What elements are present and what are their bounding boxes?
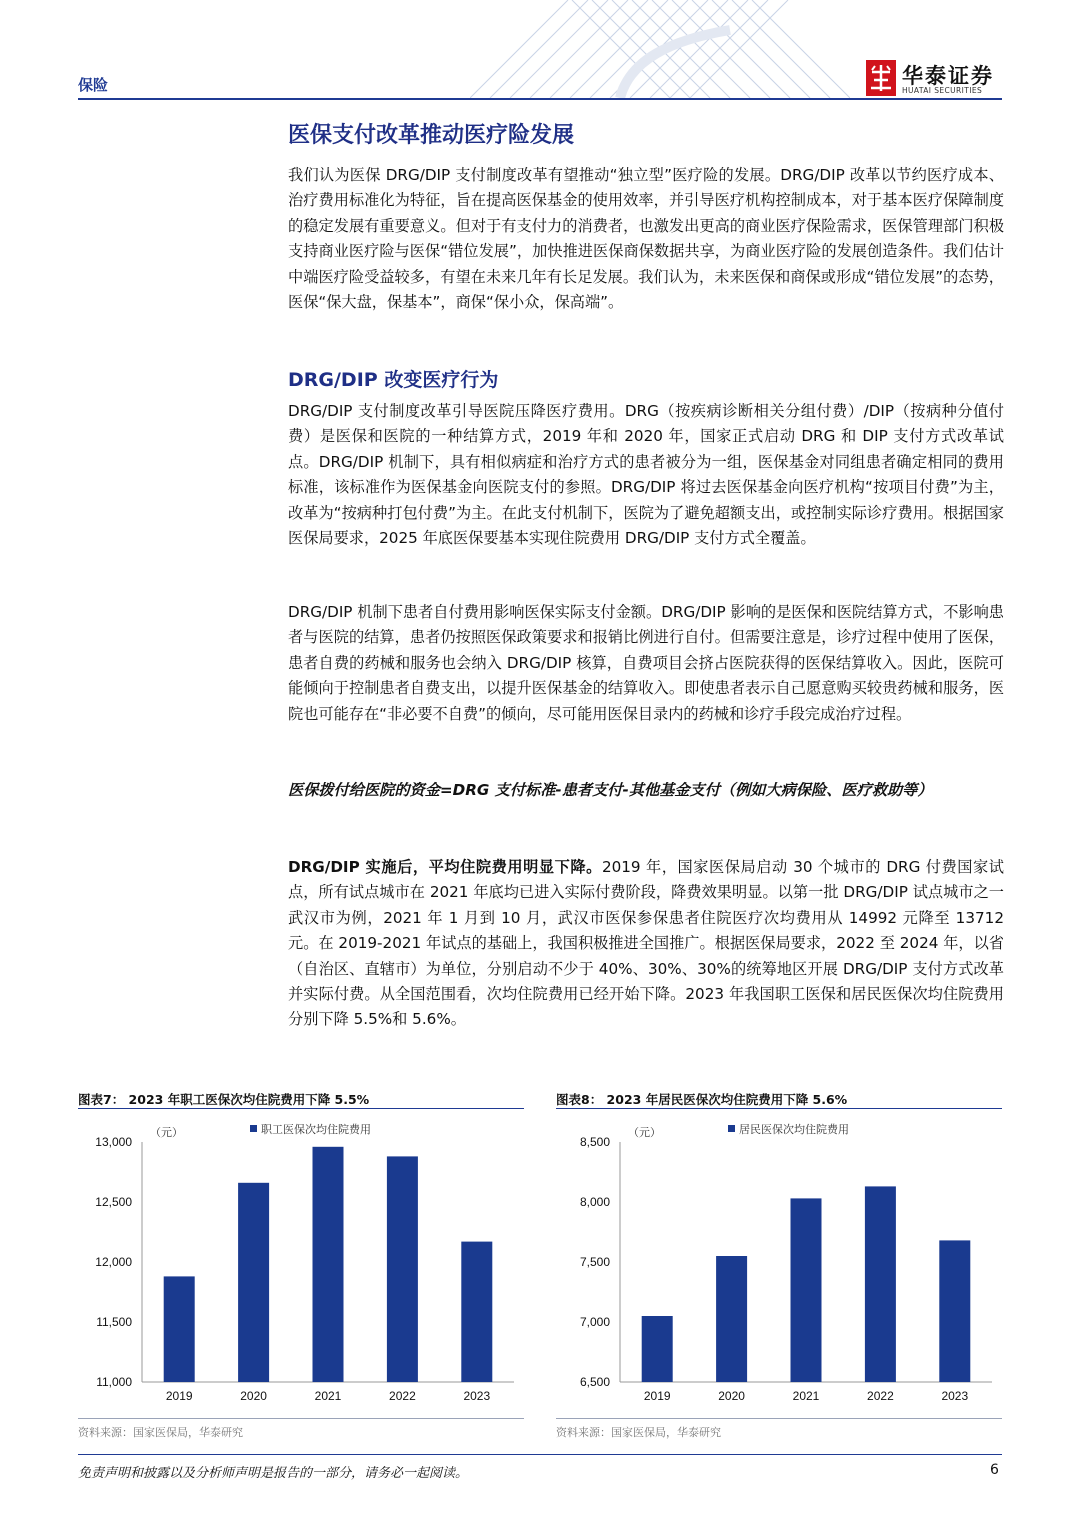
chart2-xtick-label: 2021 (792, 1389, 820, 1403)
chart2-legend-label: 居民医保次均住院费用 (739, 1123, 849, 1136)
paragraph-lead: DRG/DIP 实施后，平均住院费用明显下降。 (288, 858, 602, 876)
brand-logo (866, 60, 1006, 100)
chart1-bar (238, 1183, 269, 1382)
chart1-bar (164, 1276, 195, 1382)
chart2-ytick-label: 7,500 (579, 1255, 610, 1269)
chart2-title: 图表8： 2023 年居民医保次均住院费用下降 5.6% (556, 1092, 848, 1107)
paragraph-self-pay: DRG/DIP 机制下患者自付费用影响医保实际支付金额。DRG/DIP 影响的是医保和医院结算方式，不影响患者与医院的结算，患者仍按照医保政策要求和报销比例进行自付。但需要注意是，诊疗过程中使用了医保，患者自费的药械和服务也会纳入 DRG/DIP 核算，自费项目会挤占医院获得的医保结算收入。因此，医院可能倾向于控制患者自费支出，以提升医保基金的结算收入。即使患者表示自己愿意购买较贵药械和服务，医院也可能存在“非必要不自费”的倾向，尽可能用医保目录内的药械和诊疗手段完成治疗过程。 (288, 603, 1004, 723)
chart2-bottom-rule (556, 1418, 1002, 1419)
chart2-xtick-label: 2022 (867, 1389, 894, 1403)
paragraph-drg-payment: DRG/DIP 支付制度改革引导医院压降医疗费用。DRG（按疾病诊断相关分组付费）/DIP（按病种分值付费）是医保和医院的一种结算方式，2019 年和 2020 年，国家正式启动 DRG 和 DIP 支付方式改革试点。DRG/DIP 机制下，具有相似病症和治疗方式的患者被分为一组，医保基金对同组患者确定相同的费用标准，该标准作为医保基金向医院支付的参照。DRG/DIP 将过去医保基金向医疗机构“按项目付费”为主，改革为“按病种打包付费”为主。在此支付机制下，医院为了避免超额支出，或控制实际诊疗费用。根据国家医保局要求，2025 年底医保要基本实现住院费用 DRG/DIP 支付方式全覆盖。 (288, 402, 1004, 548)
chart1-bar (387, 1156, 418, 1382)
chart2-unit-label: （元） (628, 1126, 661, 1139)
chart1-bottom-rule (78, 1418, 524, 1419)
chart2-bar (791, 1198, 822, 1382)
page-number: 6 (990, 1462, 999, 1478)
subsection-title: DRG/DIP 改变医疗行为 (288, 369, 499, 391)
header-decoration (470, 0, 850, 98)
section-title: 医保支付改革推动医疗险发展 (288, 122, 575, 148)
chart1-bar (461, 1242, 492, 1382)
chart2-bar (865, 1186, 896, 1382)
header-rule (78, 98, 1002, 100)
chart1-xtick-label: 2020 (240, 1389, 267, 1403)
chart1-ytick-label: 12,000 (95, 1255, 132, 1269)
chart1-title: 图表7： 2023 年职工医保次均住院费用下降 5.5% (78, 1092, 370, 1107)
formula: 医保拨付给医院的资金=DRG 支付标准-患者支付-其他基金支付（例如大病保险、医疗救助等） (288, 781, 933, 799)
brand-name-en: HUATAI SECURITIES (902, 86, 983, 95)
chart1-plot (78, 1112, 524, 1414)
chart2-ytick-label: 8,000 (579, 1195, 610, 1209)
chart2-bar (716, 1256, 747, 1382)
chart1-ytick-label: 13,000 (95, 1135, 132, 1149)
chart2-source: 资料来源：国家医保局，华泰研究 (556, 1426, 721, 1439)
chart2-xtick-label: 2020 (718, 1389, 745, 1403)
paragraph-intro: 我们认为医保 DRG/DIP 支付制度改革有望推动“独立型”医疗险的发展。DRG/DIP 改革以节约医疗成本、治疗费用标准化为特征，旨在提高医保基金的使用效率，并引导医疗机构控制成本，对于基本医疗保障制度的稳定发展有重要意义。但对于有支付力的消费者，也激发出更高的商业医疗保险需求，医保管理部门积极支持商业医疗险与医保“错位发展”，加快推进医保商保数据共享，为商业医疗险的发展创造条件。我们估计中端医疗险受益较多，有望在未来几年有长足发展。我们认为，未来医保和商保或形成“错位发展”的态势，医保“保大盘，保基本”，商保“保小众，保高端”。 (288, 166, 1004, 312)
chart1-xtick-label: 2019 (165, 1389, 193, 1403)
chart1-ytick-label: 12,500 (95, 1195, 132, 1209)
chart1-xtick-label: 2021 (314, 1389, 342, 1403)
chart1-ytick-label: 11,000 (96, 1375, 132, 1389)
chart2-top-rule (556, 1108, 1002, 1109)
chart1-legend-label: 职工医保次均住院费用 (261, 1123, 371, 1136)
chart2-ytick-label: 6,500 (579, 1375, 610, 1389)
chart1-xtick-label: 2022 (389, 1389, 416, 1403)
chart2-bar (939, 1240, 970, 1382)
brand-name-cn: 华泰证券 (902, 64, 994, 88)
chart2-ytick-label: 8,500 (579, 1135, 610, 1149)
chart1-top-rule (78, 1108, 524, 1109)
huatai-logo-icon (866, 60, 896, 96)
chart2-xtick-label: 2019 (643, 1389, 671, 1403)
paragraph-body: 2019 年，国家医保局启动 30 个城市的 DRG 付费国家试点，所有试点城市在 2021 年底均已进入实际付费阶段，降费效果明显。以第一批 DRG/DIP 试点城市之一武汉市为例，2021 年 1 月到 10 月，武汉市医保参保患者住院医疗次均费用从 14992 元降至 13712 元。在 2019-2021 年试点的基础上，我国积极推进全国推广。根据医保局要求，2022 至 2024 年，以省（自治区、直辖市）为单位，分别启动不少于 40%、30%、30%的统筹地区开展 DRG/DIP 支付方式改革并实际付费。从全国范围看，次均住院费用已经开始下降。2023 年我国职工医保和居民医保次均住院费用分别下降 5.5%和 5.6%。 (288, 858, 1004, 1029)
chart2-ytick-label: 7,000 (579, 1315, 610, 1329)
footer-disclaimer: 免责声明和披露以及分析师声明是报告的一部分，请务必一起阅读。 (78, 1466, 469, 1481)
chart1-legend-swatch (250, 1125, 257, 1132)
chart2-plot (556, 1112, 1002, 1414)
chart2-bar (642, 1316, 673, 1382)
chart1-xtick-label: 2023 (463, 1389, 491, 1403)
report-category: 保险 (78, 76, 109, 94)
chart1-ytick-label: 11,500 (96, 1315, 132, 1329)
chart2-legend-swatch (728, 1125, 735, 1132)
chart1-source: 资料来源：国家医保局，华泰研究 (78, 1426, 243, 1439)
paragraph-cost-decline (288, 855, 1004, 1033)
chart1-bar (313, 1147, 344, 1382)
footer-rule (78, 1454, 1002, 1455)
chart1-unit-label: （元） (150, 1126, 183, 1139)
chart2-xtick-label: 2023 (941, 1389, 969, 1403)
